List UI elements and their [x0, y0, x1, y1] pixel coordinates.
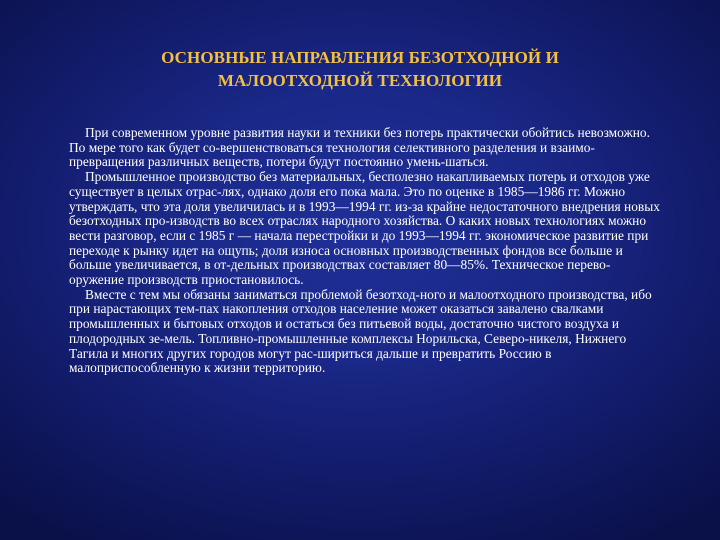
- slide-body: [69, 126, 665, 376]
- paragraph-3: Вместе с тем мы обязаны заниматься проблемой безотход-ного и малоотходного производства, ибо при нарастающих тем-пах накопления отходов население может оказаться завалено свалками промышленных и бытовых отходов и остаться без питьевой воды, достаточно чистого воздуха и плодородных зе-мель. Топливно-промышленные комплексы Норильска, Северо-никеля, Нижнего Тагила и многих других городов могут рас-шириться дальше и превратить Россию в малоприспособленную к жизни территорию.: [69, 286, 652, 376]
- paragraph-2: Промышленное производство без материальных, бесполезно накапливаемых потерь и отходов уже существует в целых отрас-лях, однако доля его пока мала. Это по оценке в 1985—1986 гг. Можно утверждать, что эта доля увеличилась и в 1993—1994 гг. из-за крайне недостаточного внедрения новых безотходных про-изводств во всех отраслях народного хозяйства. О каких новых технологиях можно вести разговор, если с 1985 г — начала перестройки и до 1993—1994 гг. экономическое развитие при переходе к рынку идет на ощупь; доля износа основных производственных фондов все больше и больше увеличивается, в от-дельных производствах составляет 80—85%. Техническое перево-оружение производств приостановилось.: [69, 169, 660, 288]
- slide-title-line-2: МАЛООТХОДНОЙ ТЕХНОЛОГИИ: [217, 71, 503, 90]
- paragraph-1: При современном уровне развития науки и техники без потерь практически обойтись невозможно. По мере того как будет со-вершенствоваться технология селективного разделения и взаимо-превращения различных веществ, потери будут постоянно умень-шаться.: [69, 125, 650, 170]
- slide-title: [60, 46, 660, 92]
- slide-title-line-1: ОСНОВНЫЕ НАПРАВЛЕНИЯ БЕЗОТХОДНОЙ И: [161, 48, 559, 67]
